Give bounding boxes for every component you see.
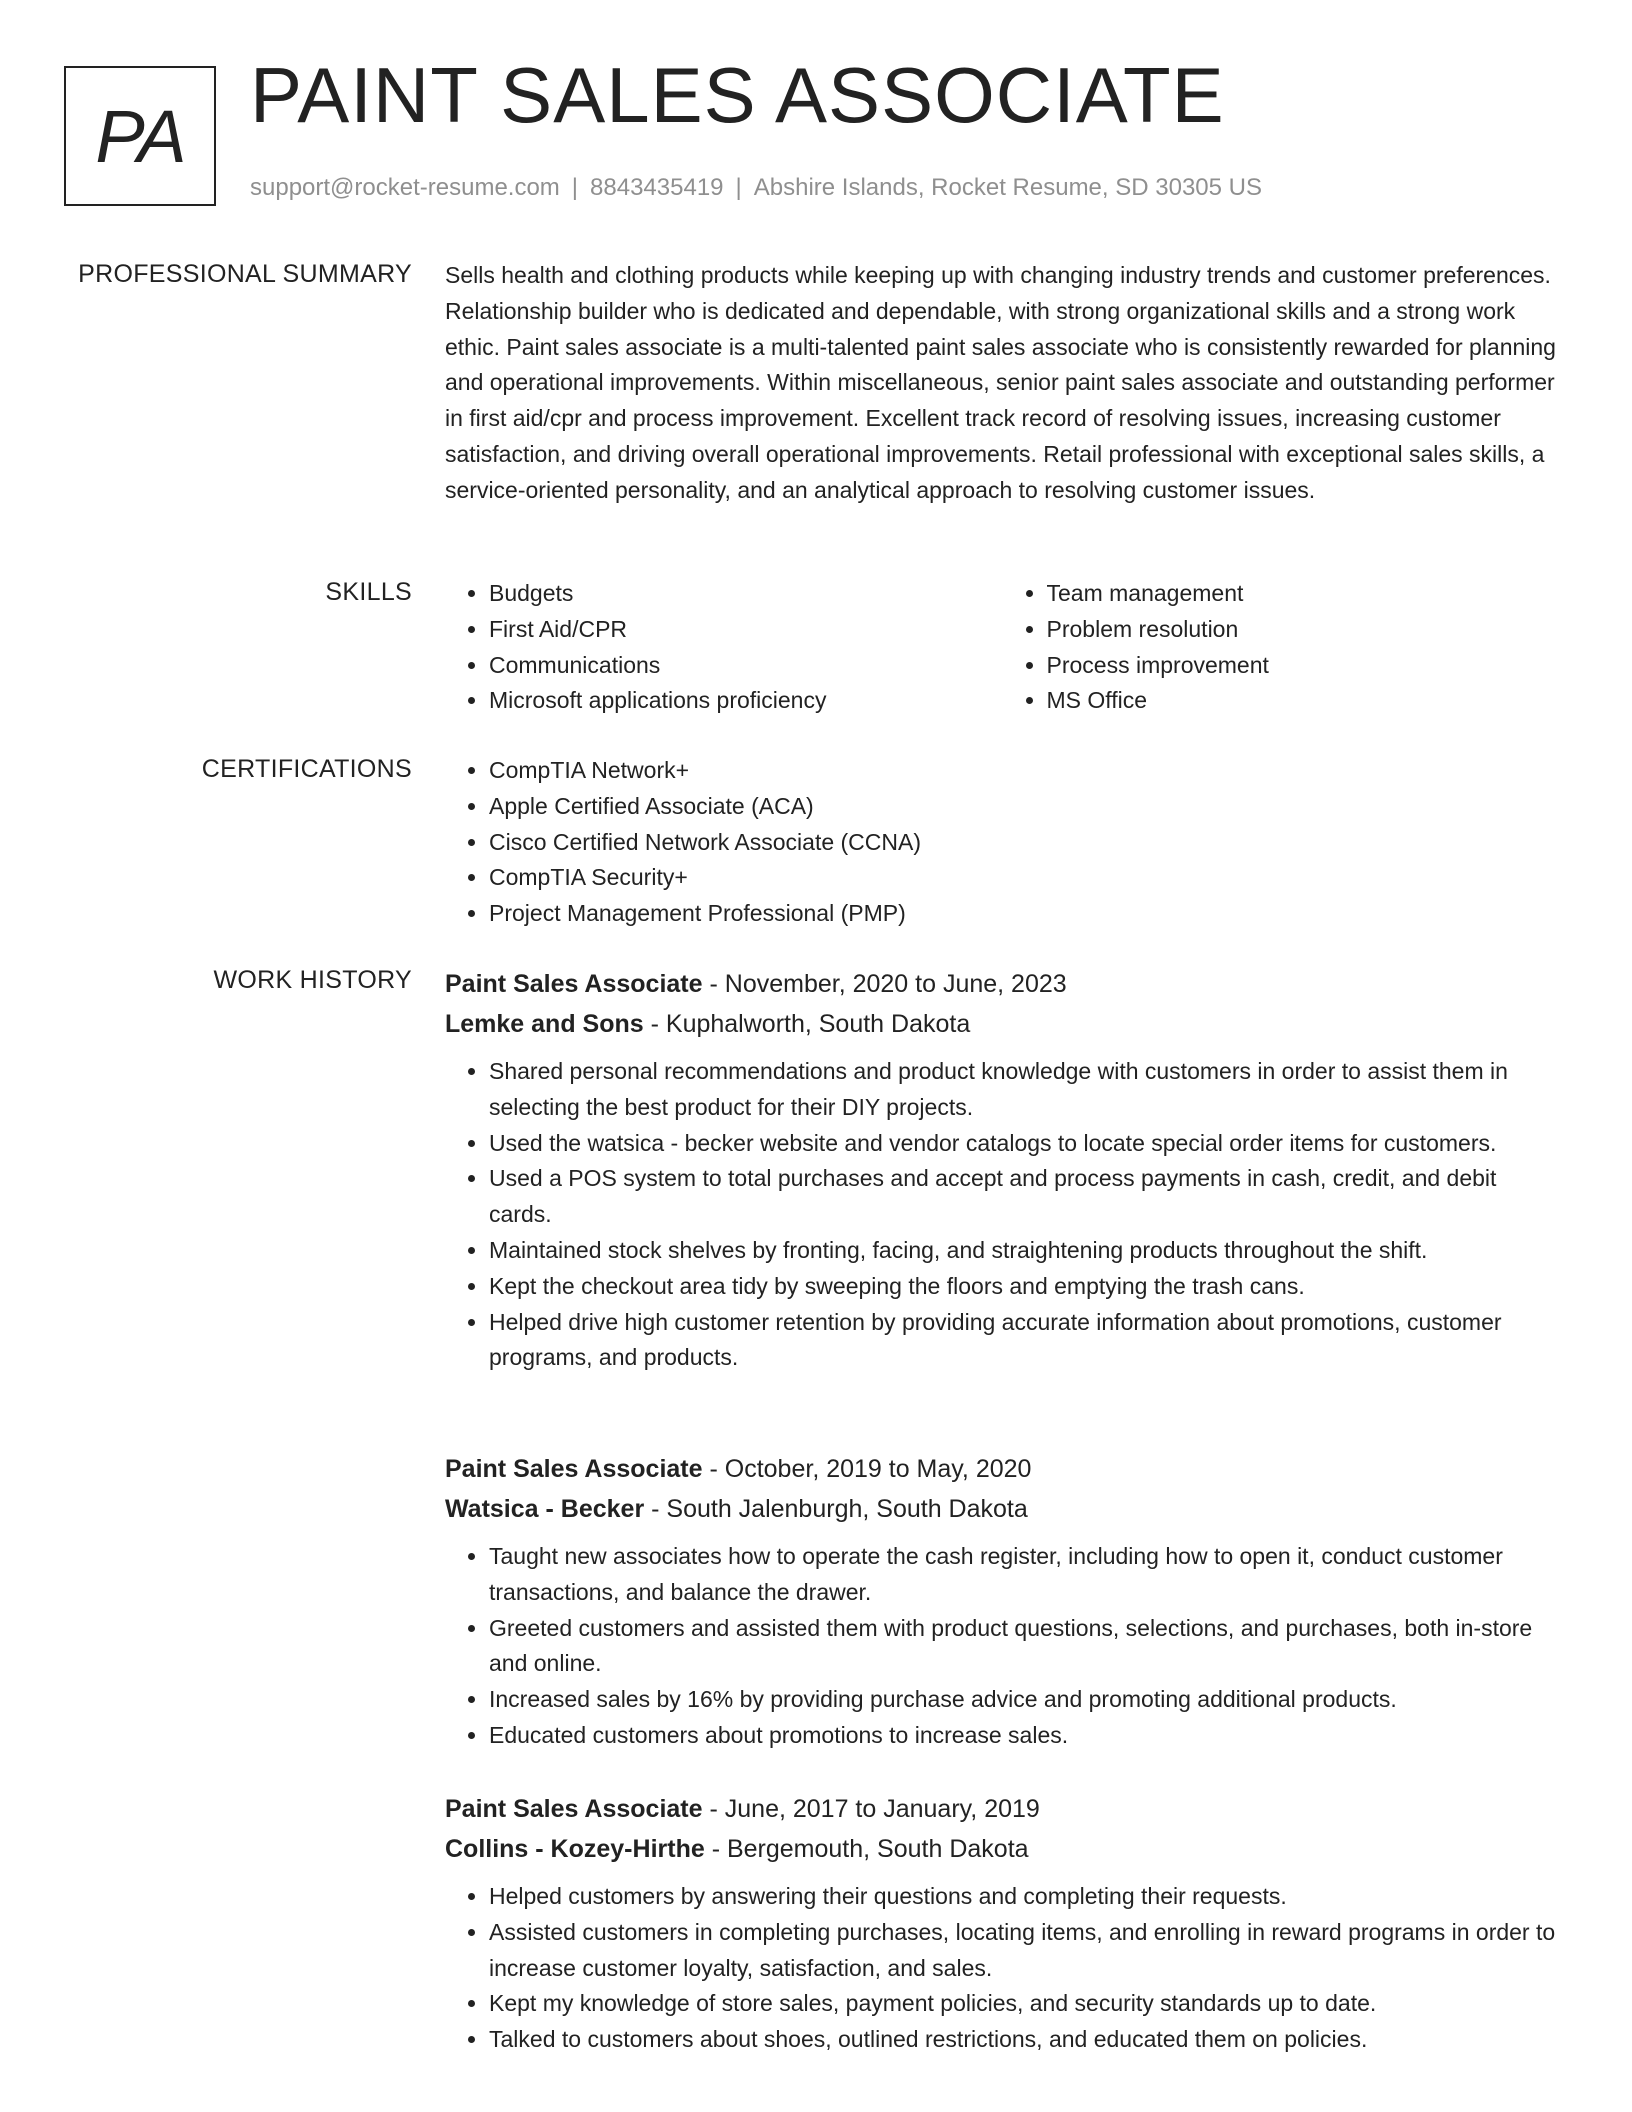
job-title: Paint Sales Associate [445,970,703,998]
section-label-skills: SKILLS [325,578,412,606]
job-bullet: • Taught new associates how to operate the cash register, including how to open it, conduct customer transactions, and balance the drawer. [489,1539,1560,1611]
job-bullet: • Shared personal recommendations and product knowledge with customers in order to assist them in selecting the best product for their DIY projects. [489,1054,1560,1126]
job-bullets [445,1054,1560,1376]
job-bullet: • Used the watsica - becker website and vendor catalogs to locate special order items for customers. [489,1126,1560,1162]
summary-body [445,258,1560,509]
job-company-line [445,1829,1560,1869]
contact-address: Abshire Islands, Rocket Resume, SD 30305 US [753,174,1262,201]
job-bullet: • Assisted customers in completing purchases, locating items, and enrolling in reward programs in order to increase customer loyalty, satisfaction, and sales. [489,1915,1560,1987]
contact-separator: | [571,174,579,201]
job-bullet: • Used a POS system to total purchases and accept and process payments in cash, credit, and debit cards. [489,1161,1560,1233]
job-bullet: • Helped drive high customer retention by providing accurate information about promotions, customer programs, and products. [489,1305,1560,1377]
certifications-body [445,753,1560,932]
certification-item: • CompTIA Security+ [489,860,1560,896]
certification-item: • Project Management Professional (PMP) [489,896,1560,932]
skill-item: • Problem resolution [1047,612,1561,648]
job-entry [445,1449,1560,1754]
section-label-work-history: WORK HISTORY [213,966,412,994]
job-title: Paint Sales Associate [445,1795,703,1823]
job-bullets [445,1879,1560,2058]
job-dates: - October, 2019 to May, 2020 [702,1455,1032,1483]
job-bullet: • Maintained stock shelves by fronting, facing, and straightening products throughout the shift. [489,1233,1560,1269]
monogram-box [64,66,216,206]
job-bullet: • Increased sales by 16% by providing purchase advice and promoting additional products. [489,1682,1560,1718]
contact-phone: 8843435419 [590,174,724,201]
page-title: PAINT SALES ASSOCIATE [250,51,1225,139]
certification-item: • Apple Certified Associate (ACA) [489,789,1560,825]
job-bullet: • Kept my knowledge of store sales, payment policies, and security standards up to date. [489,1986,1560,2022]
job-title: Paint Sales Associate [445,1455,703,1483]
skill-item: • First Aid/CPR [489,612,1003,648]
certification-item: • Cisco Certified Network Associate (CCNA) [489,825,1560,861]
job-bullet: • Greeted customers and assisted them with product questions, selections, and purchases, both in-store and online. [489,1611,1560,1683]
job-bullet: • Talked to customers about shoes, outlined restrictions, and educated them on policies. [489,2022,1560,2058]
job-company-line [445,1004,1560,1044]
monogram-initials: PA [95,94,185,178]
job-location: - Bergemouth, South Dakota [704,1835,1029,1863]
skill-item: • Microsoft applications proficiency [489,683,1003,719]
summary-text: Sells health and clothing products while keeping up with changing industry trends and customer preferences. Relationship builder who is dedicated and dependable, with strong organizational skills and a strong work ethic. Paint sales associate is a multi-talented paint sales associate who is consistently rewarded for planning and operational improvements. Within miscellaneous, senior paint sales associate and outstanding performer in first aid/cpr and process improvement. Excellent track record of resolving issues, increasing customer satisfaction, and driving overall operational improvements. Retail professional with exceptional sales skills, a service-oriented personality, and an analytical approach to resolving customer issues. [445,262,1556,503]
certifications-list [445,753,1560,932]
contact-email: support@rocket-resume.com [250,174,560,201]
job-dates: - June, 2017 to January, 2019 [702,1795,1040,1823]
certification-item: • CompTIA Network+ [489,753,1560,789]
job-bullet: • Kept the checkout area tidy by sweeping the floors and emptying the trash cans. [489,1269,1560,1305]
job-title-line [445,1449,1560,1489]
job-location: - Kuphalworth, South Dakota [643,1010,971,1038]
skill-item: • MS Office [1047,683,1561,719]
job-dates: - November, 2020 to June, 2023 [702,970,1067,998]
job-title-line [445,1789,1560,1829]
job-entry [445,964,1560,1376]
job-bullet: • Helped customers by answering their questions and completing their requests. [489,1879,1560,1915]
job-title-line [445,964,1560,1004]
job-bullet: • Educated customers about promotions to increase sales. [489,1718,1560,1754]
section-label-certifications: CERTIFICATIONS [201,755,412,783]
skills-list-right [1003,576,1561,719]
skill-item: • Team management [1047,576,1561,612]
job-location: - South Jalenburgh, South Dakota [644,1495,1028,1523]
skill-item: • Communications [489,648,1003,684]
job-company: Collins - Kozey-Hirthe [445,1835,705,1863]
contact-separator: | [735,174,742,201]
skill-item: • Process improvement [1047,648,1561,684]
skill-item: • Budgets [489,576,1003,612]
job-company: Watsica - Becker [445,1495,645,1523]
skills-list-left [445,576,1003,719]
contact-line [250,176,1262,200]
job-company: Lemke and Sons [445,1010,644,1038]
skills-body [445,576,1560,719]
section-label-summary: PROFESSIONAL SUMMARY [78,260,412,288]
job-entry [445,1789,1560,2058]
job-company-line [445,1489,1560,1529]
job-bullets [445,1539,1560,1754]
